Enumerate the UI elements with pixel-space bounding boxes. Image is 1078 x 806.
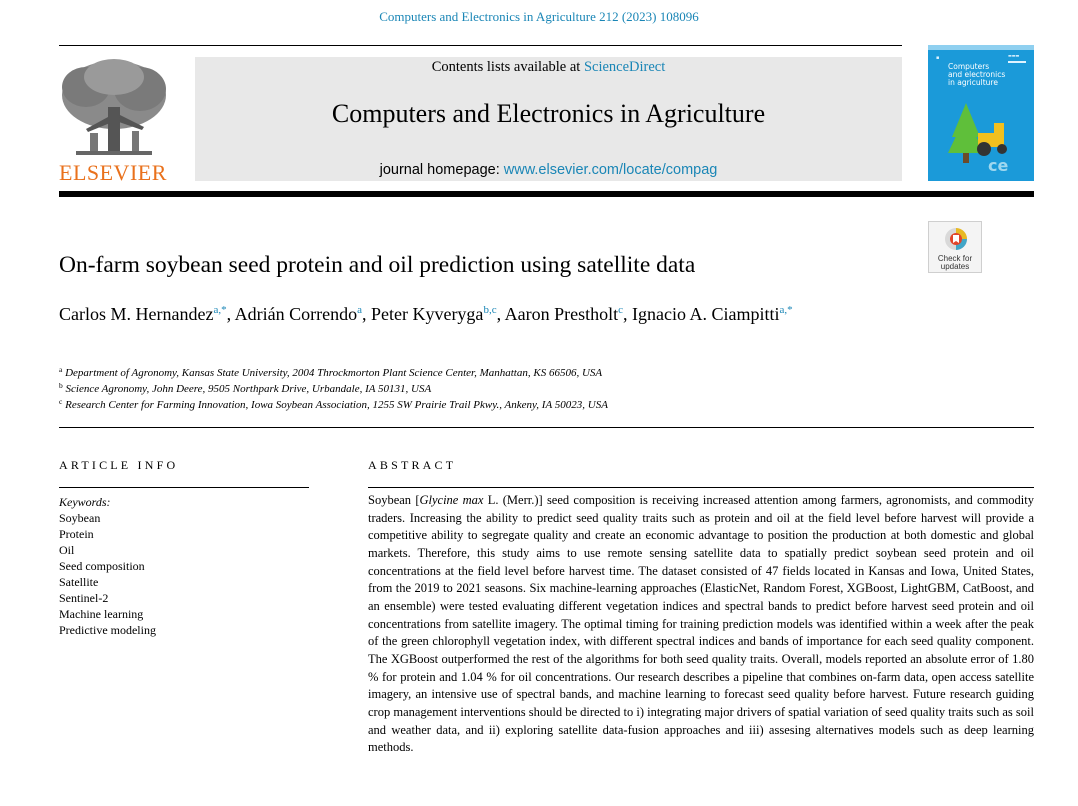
keywords-heading: Keywords: <box>59 495 111 509</box>
affiliations <box>59 365 608 413</box>
keywords-block <box>59 494 156 638</box>
keyword-item: Oil <box>59 543 75 557</box>
check-updates-label <box>929 255 981 271</box>
elsevier-wordmark[interactable]: ELSEVIER <box>59 160 167 185</box>
author-affiliation-marker[interactable]: a <box>357 304 362 316</box>
species-name: Glycine max <box>419 493 484 507</box>
abstract-rule <box>368 487 1034 488</box>
article-info-heading: ARTICLE INFO <box>59 458 179 472</box>
abstract-text <box>368 492 1034 757</box>
author-name[interactable]: Aaron Prestholt <box>504 304 619 324</box>
homepage-link[interactable]: www.elsevier.com/locate/compag <box>503 162 718 178</box>
affiliation-item <box>59 381 608 397</box>
sciencedirect-link[interactable]: ScienceDirect <box>583 59 666 75</box>
journal-reference[interactable]: Computers and Electronics in Agriculture 212 (2023) 108096 <box>379 9 699 24</box>
check-updates-icon <box>929 222 983 256</box>
svg-text:ce: ce <box>988 156 1009 175</box>
author-list <box>59 302 889 326</box>
cover-title-2: and electronics <box>948 70 1006 79</box>
cover-title-3: in agriculture <box>948 78 998 87</box>
keyword-item: Sentinel-2 <box>59 591 109 605</box>
svg-text:▬▬▬: ▬▬▬ <box>1008 53 1020 58</box>
journal-banner <box>195 57 902 181</box>
top-divider <box>59 45 902 46</box>
homepage-line <box>195 162 902 178</box>
check-for-updates-button[interactable] <box>928 221 982 273</box>
affiliation-text: Science Agronomy, John Deere, 9505 Northpark Drive, Urbandale, IA 50131, USA <box>65 383 432 395</box>
keyword-item: Satellite <box>59 575 99 589</box>
section-divider <box>59 427 1034 428</box>
affiliation-marker: c <box>59 397 63 406</box>
abstract-text-start: Soybean [ <box>368 493 420 507</box>
affiliation-item <box>59 397 608 413</box>
contents-prefix: Contents lists available at <box>431 59 584 75</box>
author-name[interactable]: Adrián Correndo <box>234 304 358 324</box>
affiliation-text: Research Center for Farming Innovation, Iowa Soybean Association, 1255 SW Prairie Trail Pkwy., Ankeny, IA 50023, USA <box>65 399 608 411</box>
author-affiliation-marker[interactable]: a,* <box>213 304 227 316</box>
affiliation-text: Department of Agronomy, Kansas State University, 2004 Throckmorton Plant Science Center, Manhattan, KS 66506, USA <box>65 367 603 379</box>
article-info-rule <box>59 487 309 488</box>
affiliation-marker: b <box>59 381 63 390</box>
keyword-item: Protein <box>59 527 94 541</box>
author-separator: , <box>622 304 632 324</box>
author-affiliation-marker[interactable]: b,c <box>483 304 497 316</box>
author-name[interactable]: Ignacio A. Ciampitti <box>631 304 780 324</box>
article-title: On-farm soybean seed protein and oil prediction using satellite data <box>59 252 696 278</box>
header-thick-rule <box>59 191 1034 197</box>
abstract-heading: ABSTRACT <box>368 458 457 472</box>
contents-line <box>195 59 902 76</box>
homepage-prefix: journal homepage: <box>379 162 504 178</box>
journal-cover-image[interactable] <box>928 45 1034 181</box>
author-name[interactable]: Carlos M. Hernandez <box>59 304 214 324</box>
check-updates-line2: updates <box>940 262 970 271</box>
author-separator: , <box>496 304 505 324</box>
cover-title-1: Computers <box>948 62 990 71</box>
journal-title[interactable]: Computers and Electronics in Agriculture <box>331 99 766 128</box>
author-name[interactable]: Peter Kyveryga <box>370 304 484 324</box>
keyword-item: Seed composition <box>59 559 145 573</box>
author-affiliation-marker[interactable]: c <box>618 304 623 316</box>
author-affiliation-marker[interactable]: a,* <box>779 304 793 316</box>
affiliation-item <box>59 365 608 381</box>
check-updates-line1: Check for <box>937 254 973 263</box>
abstract-text-body: L. (Merr.)] seed composition is receiving increased attention among farmers, agronomists, and commodity traders. Increasing the ability to predict seed quality traits such as protein and oil at the field level before harvest will provide a competitive ability to segregate quality and create an economic advantage to position the production at both domestic and global markets. Therefore, this study aims to use remote sensing satellite data to spatially predict soybean seed protein and oil concentrations at the field level before harvest time. The dataset consisted of 47 fields located in Kansas and Iowa, United States, from the 2019 to 2021 seasons. Six machine-learning approaches (ElasticNet, Random Forest, XGBoost, LightGBM, CatBoost, and an ensemble) were tested evaluating different vegetation indices and spectral bands to predict before harvest seed protein and oil concentrations from satellite imagery. The optimal timing for training prediction models was identified within a week after the peak of the green chlorophyll vegetation index, with different spectral indices and bands of importance for each seed quality component. The XGBoost outperformed the rest of the algorithms for both seed quality traits. Overall, models reported an absolute error of 1.80 % for protein and 1.04 % for oil concentrations. Our research describes a pipeline that combines on-farm data, open access satellite imagery, an intensive use of spectral bands, and machine learning to forecast seed quality before harvest. Future research guiding crop management interventions should be directed to i) integrating major drivers of spatial variation of seed quality traits such as soil and weather data, and ii) exploring satellite data-fusion approaches and iii) assesing alternatives models such as deep learning methods. <box>368 493 1034 755</box>
author-separator: , <box>226 304 235 324</box>
author-separator: , <box>361 304 371 324</box>
keyword-item: Machine learning <box>59 607 144 621</box>
svg-text:▪: ▪ <box>936 55 940 61</box>
keyword-item: Soybean <box>59 511 101 525</box>
affiliation-marker: a <box>59 365 63 374</box>
keyword-item: Predictive modeling <box>59 623 156 637</box>
